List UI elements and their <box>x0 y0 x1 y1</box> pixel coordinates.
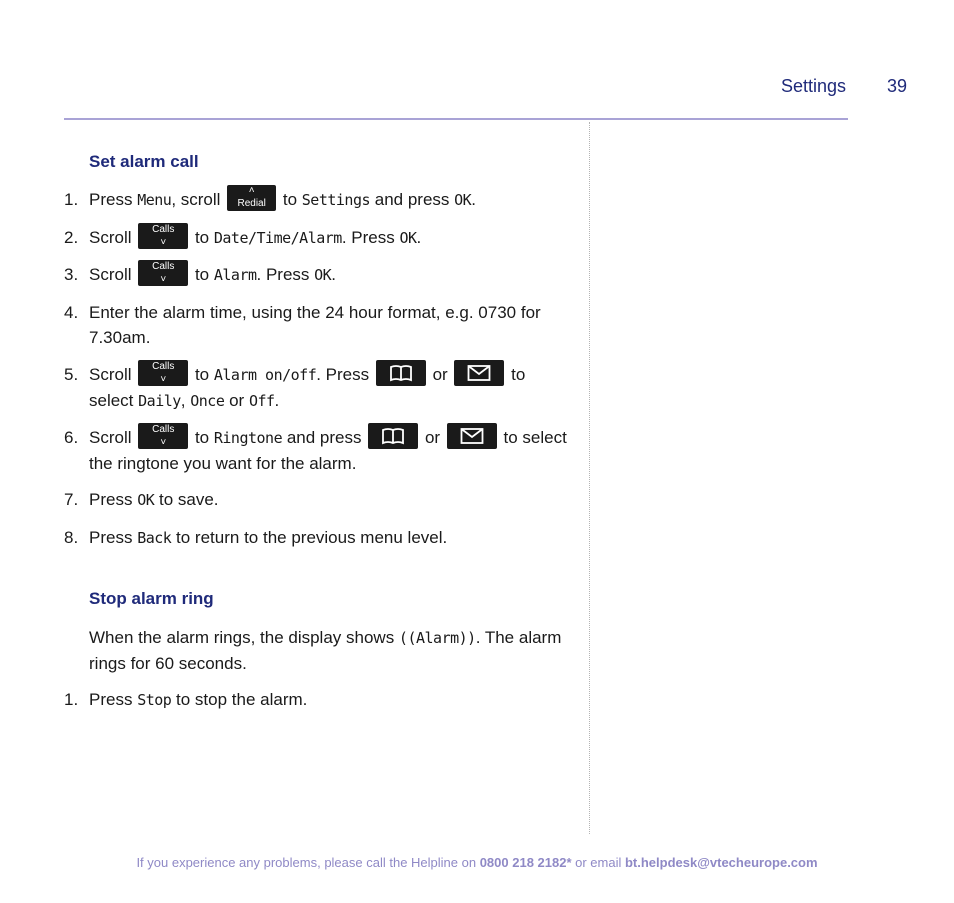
helpdesk-email[interactable]: bt.helpdesk@vtecheurope.com <box>624 855 818 870</box>
section-heading-stop-alarm-ring: Stop alarm ring <box>89 589 214 608</box>
step-number: 5. <box>64 365 79 384</box>
display-text: Off <box>248 392 275 410</box>
calls-scroll-key: Calls ˅ <box>138 423 188 449</box>
chevron-down-icon: ˅ <box>160 273 167 285</box>
display-text: OK <box>454 191 472 209</box>
list-item: 6. Scroll Calls ˅ to Ringtone and press or to select the ringtone you want for the alarm. <box>64 423 567 473</box>
chevron-down-icon: ˅ <box>160 236 167 248</box>
step-number: 2. <box>64 228 79 247</box>
calls-scroll-key: Calls ˅ <box>138 223 188 249</box>
envelope-icon <box>460 427 484 445</box>
display-text: Ringtone <box>213 429 283 447</box>
helpline-phone: 0800 218 2182* <box>479 855 572 870</box>
display-text: OK <box>314 266 332 284</box>
header-rule <box>64 118 848 120</box>
list-item: 1. Press Menu, scroll ˄ Redial to Settings and press OK. <box>64 187 574 213</box>
step-number: 4. <box>64 303 79 322</box>
phonebook-key <box>368 423 418 449</box>
chevron-up-icon: ˄ <box>248 184 255 196</box>
display-text: OK <box>399 229 417 247</box>
phonebook-key <box>376 360 426 386</box>
header-section-title: Settings <box>781 76 847 96</box>
calls-scroll-key: Calls ˅ <box>138 260 188 286</box>
step-number: 1. <box>64 690 79 709</box>
calls-scroll-key: Calls ˅ <box>138 360 188 386</box>
book-icon <box>381 427 405 445</box>
list-item: 3. Scroll Calls ˅ to Alarm. Press OK. <box>64 262 574 288</box>
chevron-down-icon: ˅ <box>160 373 167 385</box>
display-text: Daily <box>138 392 181 410</box>
list-item: 8. Press Back to return to the previous menu level. <box>64 525 574 551</box>
list-item: 7. Press OK to save. <box>64 487 574 513</box>
messages-key <box>447 423 497 449</box>
list-item: 1. Press Stop to stop the alarm. <box>64 687 574 713</box>
display-text: OK <box>137 491 155 509</box>
messages-key <box>454 360 504 386</box>
book-icon <box>389 364 413 382</box>
page-number: 39 <box>887 76 908 96</box>
display-text: Settings <box>301 191 371 209</box>
section-heading-set-alarm-call: Set alarm call <box>89 152 199 171</box>
list-item: 5. Scroll Calls ˅ to Alarm on/off. Press or to select Daily, Once or Off. <box>64 360 526 410</box>
display-text: ((Alarm)) <box>398 629 476 647</box>
intro-paragraph: When the alarm rings, the display shows ((Alarm)). The alarm rings for 60 seconds. <box>89 628 562 673</box>
redial-key: ˄ Redial <box>227 185 276 211</box>
step-number: 1. <box>64 190 79 209</box>
display-text: Alarm <box>213 266 257 284</box>
step-number: 8. <box>64 528 79 547</box>
column-divider <box>589 122 590 834</box>
step-number: 3. <box>64 265 79 284</box>
envelope-icon <box>467 364 491 382</box>
display-text: Date/Time/Alarm <box>213 229 342 247</box>
display-text: Alarm on/off <box>213 366 317 384</box>
list-item: 4. Enter the alarm time, using the 24 hour format, e.g. 0730 for 7.30am. <box>64 300 574 350</box>
chevron-down-icon: ˅ <box>160 436 167 448</box>
footer-helpline: If you experience any problems, please call the Helpline on 0800 218 2182* or email bt.helpdesk@vtecheurope.com <box>136 855 818 870</box>
display-text: Stop <box>137 691 172 709</box>
display-text: Back <box>137 529 172 547</box>
display-text: Once <box>190 392 225 410</box>
step-number: 6. <box>64 428 79 447</box>
list-item: 2. Scroll Calls ˅ to Date/Time/Alarm. Press OK. <box>64 225 574 251</box>
display-text: Menu <box>137 191 172 209</box>
step-number: 7. <box>64 490 79 509</box>
